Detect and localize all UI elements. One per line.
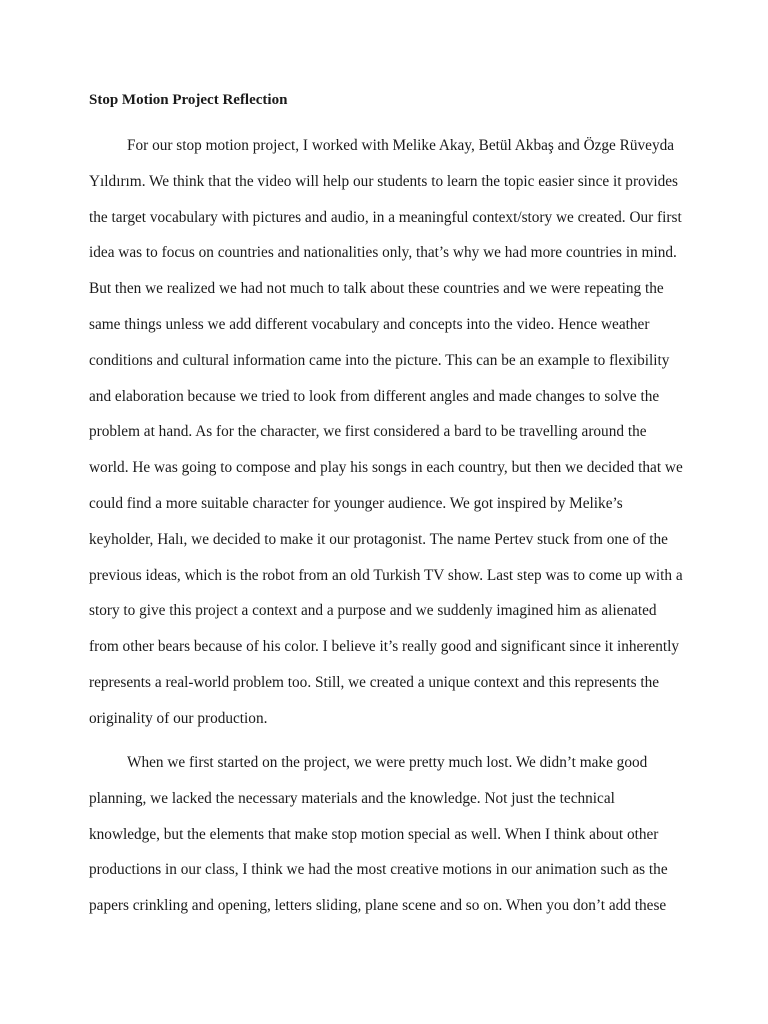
- paragraph: [89, 128, 689, 737]
- paragraph: [89, 745, 689, 924]
- text-line: world. He was going to compose and play his songs in each country, but then we decided that we: [89, 459, 683, 477]
- text-line: problem at hand. As for the character, we first considered a bard to be travelling around the: [89, 423, 647, 441]
- text-line: story to give this project a context and a purpose and we suddenly imagined him as alienated: [89, 602, 657, 620]
- text-line: productions in our class, I think we had the most creative motions in our animation such as the: [89, 861, 668, 879]
- text-line: planning, we lacked the necessary materials and the knowledge. Not just the technical: [89, 789, 615, 807]
- text-line: idea was to focus on countries and nationalities only, that’s why we had more countries in mind.: [89, 244, 677, 262]
- document-title: Stop Motion Project Reflection: [89, 92, 288, 108]
- text-line: papers crinkling and opening, letters sliding, plane scene and so on. When you don’t add these: [89, 897, 667, 915]
- text-line: Yıldırım. We think that the video will help our students to learn the topic easier since it provides: [89, 172, 678, 190]
- text-line: conditions and cultural information came into the picture. This can be an example to flexibility: [89, 351, 670, 369]
- text-line: previous ideas, which is the robot from an old Turkish TV show. Last step was to come up with a: [89, 566, 683, 584]
- text-line: and elaboration because we tried to look from different angles and made changes to solve the: [89, 387, 660, 405]
- text-line: could find a more suitable character for younger audience. We got inspired by Melike’s: [89, 494, 623, 512]
- text-line: keyholder, Halı, we decided to make it our protagonist. The name Pertev stuck from one of the: [89, 530, 668, 548]
- text-line: For our stop motion project, I worked with Melike Akay, Betül Akbaş and Özge Rüveyda: [127, 137, 675, 154]
- text-line: But then we realized we had not much to talk about these countries and we were repeating the: [89, 280, 664, 298]
- text-line: from other bears because of his color. I believe it’s really good and significant since it inherently: [89, 638, 680, 656]
- text-line: When we first started on the project, we were pretty much lost. We didn’t make good: [127, 754, 648, 771]
- text-line: represents a real-world problem too. Still, we created a unique context and this represents the: [89, 673, 660, 691]
- text-line: originality of our production.: [89, 709, 268, 727]
- text-line: knowledge, but the elements that make stop motion special as well. When I think about other: [89, 825, 659, 843]
- text-line: same things unless we add different vocabulary and concepts into the video. Hence weather: [89, 315, 650, 333]
- text-line: the target vocabulary with pictures and audio, in a meaningful context/story we created. Our first: [89, 208, 682, 226]
